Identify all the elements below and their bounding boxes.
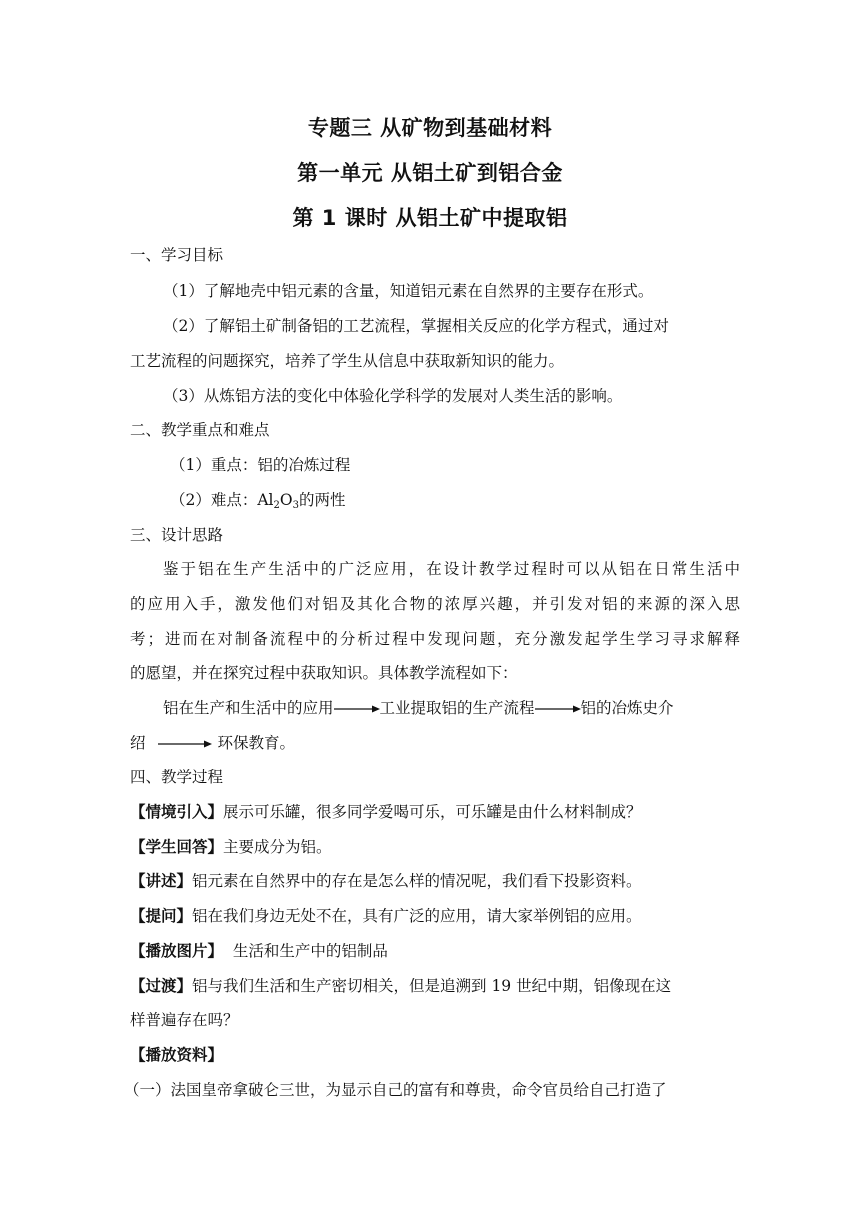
process-line [130, 836, 740, 858]
keypoint-2 [170, 489, 780, 511]
flow-step-3: 铝的冶炼史介 [580, 699, 674, 717]
keypoints-heading: 二、教学重点和难点 [130, 421, 270, 439]
process-text: 主要成分为铝。 [223, 838, 332, 856]
process-line [130, 975, 740, 997]
flow-step-3-cont: 绍 [130, 734, 146, 752]
lesson-title: 第 1 课时 从铝土矿中提取铝 [292, 206, 568, 230]
tag-show-pictures: 【播放图片】 [130, 942, 224, 960]
keypoint-1: （1）重点：铝的冶炼过程 [170, 456, 351, 474]
process-text: 铝与我们生活和生产密切相关，但是追溯到 19 世纪中期，铝像现在这 [192, 977, 672, 995]
tag-scene-intro: 【情境引入】 [130, 803, 224, 821]
objective-2a: （2）了解铝土矿制备铝的工艺流程，掌握相关反应的化学方程式，通过对 [163, 317, 669, 335]
process-heading: 四、教学过程 [130, 768, 224, 786]
objective-3: （3）从炼铝方法的变化中体验化学科学的发展对人类生活的影响。 [163, 387, 623, 405]
arrow-right-icon [158, 739, 212, 749]
keypoint-2-suffix: 的两性 [298, 491, 346, 509]
process-line [130, 801, 740, 823]
design-para-line-4: 的愿望，并在探究过程中获取知识。具体教学流程如下： [130, 664, 518, 682]
process-line-cont: 样普遍存在吗？ [130, 1011, 239, 1029]
subscript-3: 3 [292, 500, 299, 511]
design-para-line-3: 考；进而在对制备流程中的分析过程中发现问题，充分激发起学生学习寻求解释 [130, 630, 740, 648]
design-para-line-1: 鉴于铝在生产生活中的广泛应用，在设计教学过程时可以从铝在日常生活中 [163, 560, 740, 578]
design-heading: 三、设计思路 [130, 526, 224, 544]
tag-student-answer: 【学生回答】 [130, 838, 224, 856]
process-text: 铝元素在自然界中的存在是怎么样的情况呢，我们看下投影资料。 [192, 872, 642, 890]
process-line [130, 940, 740, 962]
objective-2b: 工艺流程的问题探究，培养了学生从信息中获取新知识的能力。 [130, 352, 565, 370]
process-text: 生活和生产中的铝制品 [223, 942, 388, 960]
arrow-right-icon [334, 704, 380, 714]
keypoint-2-prefix: （2）难点：Al [170, 491, 274, 509]
topic-title: 专题三 从矿物到基础材料 [307, 116, 553, 140]
objectives-heading: 一、学习目标 [130, 246, 224, 264]
flow-step-2: 工业提取铝的生产流程 [379, 699, 535, 717]
process-line [130, 1044, 740, 1066]
tag-transition: 【过渡】 [130, 977, 193, 995]
objective-1: （1）了解地壳中铝元素的含量，知道铝元素在自然界的主要存在形式。 [163, 282, 654, 300]
unit-title: 第一单元 从铝土矿到铝合金 [297, 161, 563, 185]
flow-step-1: 铝在生产和生活中的应用 [163, 699, 334, 717]
flow-step-4: 环保教育。 [217, 734, 296, 752]
tag-narration: 【讲述】 [130, 872, 193, 890]
material-line-1: （一）法国皇帝拿破仑三世，为显示自己的富有和尊贵，命令官员给自己打造了 [124, 1081, 667, 1099]
process-line [130, 870, 740, 892]
arrow-right-icon [535, 704, 581, 714]
tag-question: 【提问】 [130, 907, 193, 925]
subscript-2: 2 [273, 500, 280, 511]
design-para-line-2: 的应用入手，激发他们对铝及其化合物的浓厚兴趣，并引发对铝的来源的深入思 [130, 595, 740, 613]
teaching-flow-cont [130, 732, 740, 754]
keypoint-2-mid: O [279, 491, 293, 509]
tag-show-materials: 【播放资料】 [130, 1046, 224, 1064]
process-line [130, 905, 740, 927]
process-text: 铝在我们身边无处不在，具有广泛的应用，请大家举例铝的应用。 [192, 907, 642, 925]
teaching-flow [163, 697, 740, 719]
process-text: 展示可乐罐，很多同学爱喝可乐，可乐罐是由什么材料制成？ [223, 803, 642, 821]
